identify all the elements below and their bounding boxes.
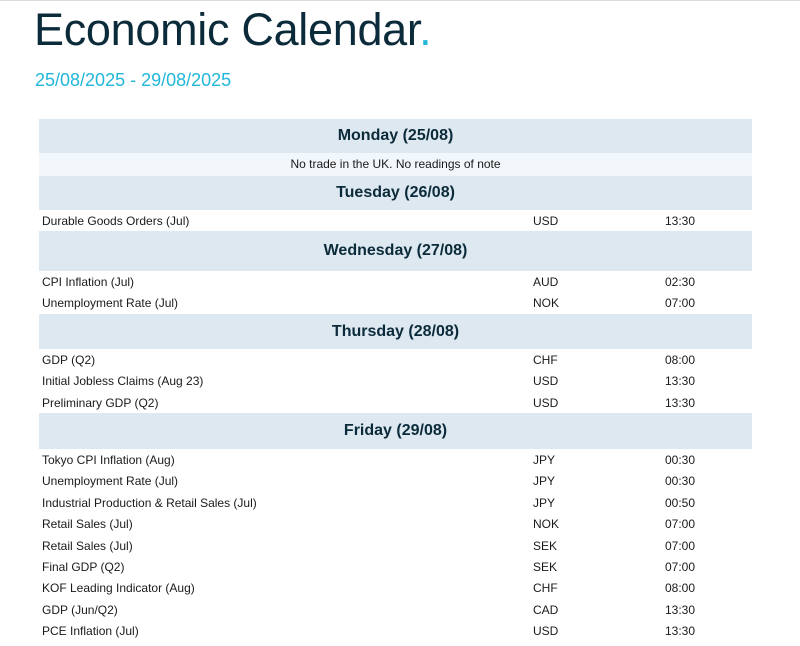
event-time: 07:00 [665, 559, 696, 574]
event-name: Unemployment Rate (Jul) [42, 296, 179, 311]
event-time: 00:30 [665, 453, 696, 468]
event-name: Preliminary GDP (Q2) [42, 395, 159, 410]
event-name: Tokyo CPI Inflation (Aug) [42, 453, 175, 468]
day-header-friday: Friday (29/08) [39, 413, 752, 449]
title-accent-dot: . [419, 4, 432, 55]
event-name: Durable Goods Orders (Jul) [42, 213, 190, 228]
event-time: 00:30 [665, 474, 696, 489]
event-currency: USD [533, 624, 559, 639]
event-row [39, 210, 752, 231]
event-time: 13:30 [665, 624, 696, 639]
event-time: 08:00 [665, 581, 696, 596]
event-name: Initial Jobless Claims (Aug 23) [42, 374, 204, 389]
day-header-monday: Monday (25/08) [39, 119, 752, 153]
day-header-thursday: Thursday (28/08) [39, 314, 752, 349]
event-currency: USD [533, 374, 559, 389]
event-name: Retail Sales (Jul) [42, 517, 133, 532]
event-row [39, 349, 752, 370]
event-row [39, 514, 752, 535]
event-name: KOF Leading Indicator (Aug) [42, 581, 195, 596]
event-row [39, 620, 752, 641]
event-currency: JPY [533, 474, 556, 489]
event-row [39, 471, 752, 492]
top-divider [0, 0, 800, 1]
page-title [34, 4, 431, 56]
event-currency: SEK [533, 538, 558, 553]
event-currency: CHF [533, 352, 558, 367]
event-name: GDP (Q2) [42, 352, 96, 367]
event-currency: JPY [533, 453, 556, 468]
event-name: GDP (Jun/Q2) [42, 602, 118, 617]
event-currency: CAD [533, 602, 559, 617]
event-name: CPI Inflation (Jul) [42, 275, 135, 290]
event-name: Industrial Production & Retail Sales (Jul) [42, 495, 257, 510]
event-time: 02:30 [665, 275, 696, 290]
event-time: 13:30 [665, 602, 696, 617]
event-time: 00:50 [665, 495, 696, 510]
event-currency: SEK [533, 559, 558, 574]
page-title-text: Economic Calendar [34, 4, 420, 55]
event-time: 13:30 [665, 374, 696, 389]
event-row [39, 492, 752, 513]
calendar-table [39, 119, 752, 642]
event-currency: USD [533, 395, 559, 410]
event-currency: CHF [533, 581, 558, 596]
event-name: Unemployment Rate (Jul) [42, 474, 179, 489]
event-currency: NOK [533, 517, 560, 532]
event-row [39, 392, 752, 413]
event-time: 13:30 [665, 213, 696, 228]
event-row [39, 578, 752, 599]
event-row [39, 293, 752, 314]
day-header-tuesday: Tuesday (26/08) [39, 176, 752, 210]
event-time: 07:00 [665, 517, 696, 532]
day-header-wednesday: Wednesday (27/08) [39, 231, 752, 271]
event-name: Retail Sales (Jul) [42, 538, 133, 553]
event-name: Final GDP (Q2) [42, 559, 125, 574]
event-currency: NOK [533, 296, 560, 311]
event-row [39, 449, 752, 470]
event-row [39, 599, 752, 620]
event-time: 08:00 [665, 352, 696, 367]
event-currency: JPY [533, 495, 556, 510]
event-row [39, 556, 752, 577]
event-row [39, 535, 752, 556]
event-row [39, 271, 752, 292]
event-currency: AUD [533, 275, 559, 290]
event-currency: USD [533, 213, 559, 228]
event-time: 07:00 [665, 296, 696, 311]
event-time: 07:00 [665, 538, 696, 553]
event-name: PCE Inflation (Jul) [42, 624, 139, 639]
day-note-monday: No trade in the UK. No readings of note [39, 153, 752, 176]
event-row [39, 371, 752, 392]
event-time: 13:30 [665, 395, 696, 410]
date-range: 25/08/2025 - 29/08/2025 [35, 70, 232, 90]
